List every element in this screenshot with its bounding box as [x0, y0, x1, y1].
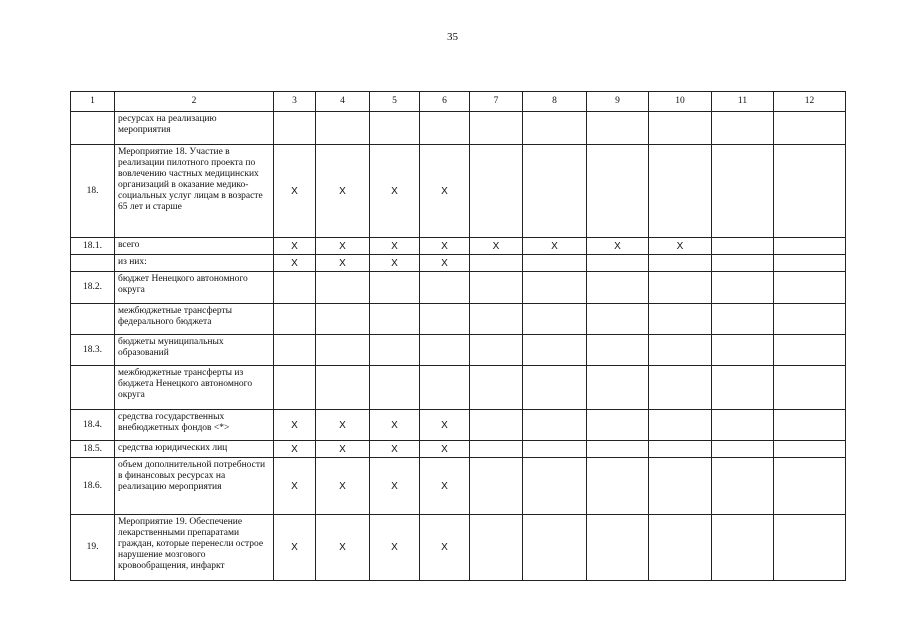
value-cell	[587, 145, 649, 238]
row-description: межбюджетные трансферты из бюджета Ненецкого автономного округа	[115, 366, 274, 410]
header-cell: 7	[470, 92, 523, 112]
value-cell: X	[316, 238, 370, 255]
value-cell	[420, 112, 470, 145]
value-cell	[523, 112, 587, 145]
value-cell	[370, 112, 420, 145]
value-cell	[774, 441, 846, 458]
row-number: 18.3.	[71, 335, 115, 366]
table-row	[71, 255, 846, 272]
value-cell	[470, 410, 523, 441]
value-cell	[712, 304, 774, 335]
value-cell	[420, 304, 470, 335]
row-description: межбюджетные трансферты федерального бюджета	[115, 304, 274, 335]
value-cell	[420, 272, 470, 304]
value-cell	[712, 335, 774, 366]
value-cell	[523, 366, 587, 410]
value-cell	[649, 441, 712, 458]
value-cell	[370, 335, 420, 366]
header-cell: 8	[523, 92, 587, 112]
value-cell: X	[420, 515, 470, 581]
value-cell	[649, 145, 712, 238]
value-cell	[649, 272, 712, 304]
value-cell	[316, 112, 370, 145]
value-cell	[774, 458, 846, 515]
row-number	[71, 112, 115, 145]
value-cell	[712, 272, 774, 304]
table-row	[71, 238, 846, 255]
value-cell: X	[420, 255, 470, 272]
row-description: всего	[115, 238, 274, 255]
value-cell: X	[274, 255, 316, 272]
value-cell: X	[316, 410, 370, 441]
value-cell: X	[523, 238, 587, 255]
value-cell: X	[370, 515, 420, 581]
row-number	[71, 366, 115, 410]
value-cell	[523, 304, 587, 335]
value-cell	[523, 458, 587, 515]
value-cell	[649, 304, 712, 335]
value-cell: X	[370, 441, 420, 458]
value-cell	[774, 410, 846, 441]
value-cell	[470, 145, 523, 238]
row-number: 18.2.	[71, 272, 115, 304]
row-number: 18.	[71, 145, 115, 238]
header-cell: 3	[274, 92, 316, 112]
value-cell: X	[370, 238, 420, 255]
value-cell	[470, 366, 523, 410]
value-cell	[587, 366, 649, 410]
value-cell	[523, 335, 587, 366]
value-cell	[587, 335, 649, 366]
value-cell	[274, 335, 316, 366]
value-cell	[774, 272, 846, 304]
row-description: средства государственных внебюджетных фондов <*>	[115, 410, 274, 441]
value-cell	[712, 238, 774, 255]
value-cell: X	[316, 441, 370, 458]
table-row	[71, 112, 846, 145]
table-row	[71, 410, 846, 441]
value-cell	[774, 112, 846, 145]
table-row	[71, 515, 846, 581]
value-cell	[470, 441, 523, 458]
value-cell	[523, 145, 587, 238]
row-description: бюджет Ненецкого автономного округа	[115, 272, 274, 304]
value-cell	[470, 255, 523, 272]
value-cell	[420, 366, 470, 410]
value-cell	[370, 304, 420, 335]
value-cell	[774, 304, 846, 335]
value-cell	[774, 238, 846, 255]
value-cell	[712, 441, 774, 458]
row-description: Мероприятие 18. Участие в реализации пилотного проекта по вовлечению частных медицинских организаций в оказание медико-социальных услуг лицам в возрасте 65 лет и старше	[115, 145, 274, 238]
value-cell	[774, 366, 846, 410]
value-cell: X	[470, 238, 523, 255]
table-row	[71, 335, 846, 366]
value-cell	[587, 441, 649, 458]
value-cell	[587, 410, 649, 441]
value-cell	[470, 272, 523, 304]
header-cell: 9	[587, 92, 649, 112]
value-cell	[587, 255, 649, 272]
value-cell: X	[420, 458, 470, 515]
value-cell: X	[370, 145, 420, 238]
value-cell: X	[316, 458, 370, 515]
page-number: 35	[447, 31, 458, 43]
value-cell: X	[370, 255, 420, 272]
value-cell	[420, 335, 470, 366]
value-cell: X	[370, 458, 420, 515]
header-cell: 5	[370, 92, 420, 112]
value-cell	[712, 255, 774, 272]
value-cell	[649, 458, 712, 515]
header-cell: 1	[71, 92, 115, 112]
table-row	[71, 366, 846, 410]
table-row	[71, 441, 846, 458]
budget-table	[70, 91, 846, 581]
value-cell: X	[420, 238, 470, 255]
value-cell	[370, 366, 420, 410]
value-cell	[649, 410, 712, 441]
value-cell	[274, 366, 316, 410]
header-cell: 4	[316, 92, 370, 112]
value-cell	[370, 272, 420, 304]
value-cell: X	[274, 410, 316, 441]
value-cell	[316, 272, 370, 304]
value-cell	[316, 335, 370, 366]
value-cell	[316, 366, 370, 410]
value-cell	[774, 515, 846, 581]
value-cell: X	[274, 441, 316, 458]
value-cell	[712, 112, 774, 145]
table-row	[71, 458, 846, 515]
row-description: бюджеты муниципальных образований	[115, 335, 274, 366]
value-cell	[649, 255, 712, 272]
value-cell	[712, 366, 774, 410]
value-cell: X	[274, 458, 316, 515]
table-row	[71, 145, 846, 238]
value-cell	[712, 458, 774, 515]
header-cell: 11	[712, 92, 774, 112]
value-cell: X	[587, 238, 649, 255]
table-row	[71, 304, 846, 335]
value-cell	[712, 410, 774, 441]
value-cell: X	[370, 410, 420, 441]
row-number: 18.5.	[71, 441, 115, 458]
header-cell: 10	[649, 92, 712, 112]
value-cell	[774, 335, 846, 366]
value-cell	[470, 304, 523, 335]
value-cell	[316, 304, 370, 335]
table-row	[71, 272, 846, 304]
value-cell	[587, 304, 649, 335]
value-cell: X	[420, 441, 470, 458]
value-cell: X	[649, 238, 712, 255]
value-cell	[712, 145, 774, 238]
value-cell: X	[420, 410, 470, 441]
value-cell	[649, 366, 712, 410]
row-number: 18.1.	[71, 238, 115, 255]
value-cell	[649, 112, 712, 145]
value-cell: X	[420, 145, 470, 238]
table-header-row	[71, 92, 846, 112]
table-body	[71, 92, 846, 581]
value-cell	[274, 304, 316, 335]
header-cell: 2	[115, 92, 274, 112]
value-cell	[649, 515, 712, 581]
value-cell: X	[274, 238, 316, 255]
value-cell	[712, 515, 774, 581]
value-cell	[587, 272, 649, 304]
row-number	[71, 304, 115, 335]
row-description: ресурсах на реализацию мероприятия	[115, 112, 274, 145]
value-cell	[774, 255, 846, 272]
row-description: средства юридических лиц	[115, 441, 274, 458]
value-cell	[470, 335, 523, 366]
row-description: объем дополнительной потребности в финансовых ресурсах на реализацию мероприятия	[115, 458, 274, 515]
value-cell	[274, 112, 316, 145]
row-description: Мероприятие 19. Обеспечение лекарственными препаратами граждан, которые перенесли острое нарушение мозгового кровообращения, инфаркт	[115, 515, 274, 581]
value-cell	[523, 410, 587, 441]
value-cell	[587, 112, 649, 145]
row-number: 18.6.	[71, 458, 115, 515]
value-cell: X	[274, 515, 316, 581]
value-cell	[470, 458, 523, 515]
value-cell	[649, 335, 712, 366]
value-cell	[274, 272, 316, 304]
value-cell	[523, 272, 587, 304]
value-cell	[587, 458, 649, 515]
value-cell: X	[316, 255, 370, 272]
value-cell	[587, 515, 649, 581]
value-cell	[470, 112, 523, 145]
value-cell: X	[316, 515, 370, 581]
row-description: из них:	[115, 255, 274, 272]
value-cell	[470, 515, 523, 581]
row-number: 19.	[71, 515, 115, 581]
row-number	[71, 255, 115, 272]
header-cell: 12	[774, 92, 846, 112]
row-number: 18.4.	[71, 410, 115, 441]
value-cell	[523, 515, 587, 581]
header-cell: 6	[420, 92, 470, 112]
value-cell: X	[274, 145, 316, 238]
value-cell	[774, 145, 846, 238]
value-cell	[523, 441, 587, 458]
value-cell: X	[316, 145, 370, 238]
value-cell	[523, 255, 587, 272]
